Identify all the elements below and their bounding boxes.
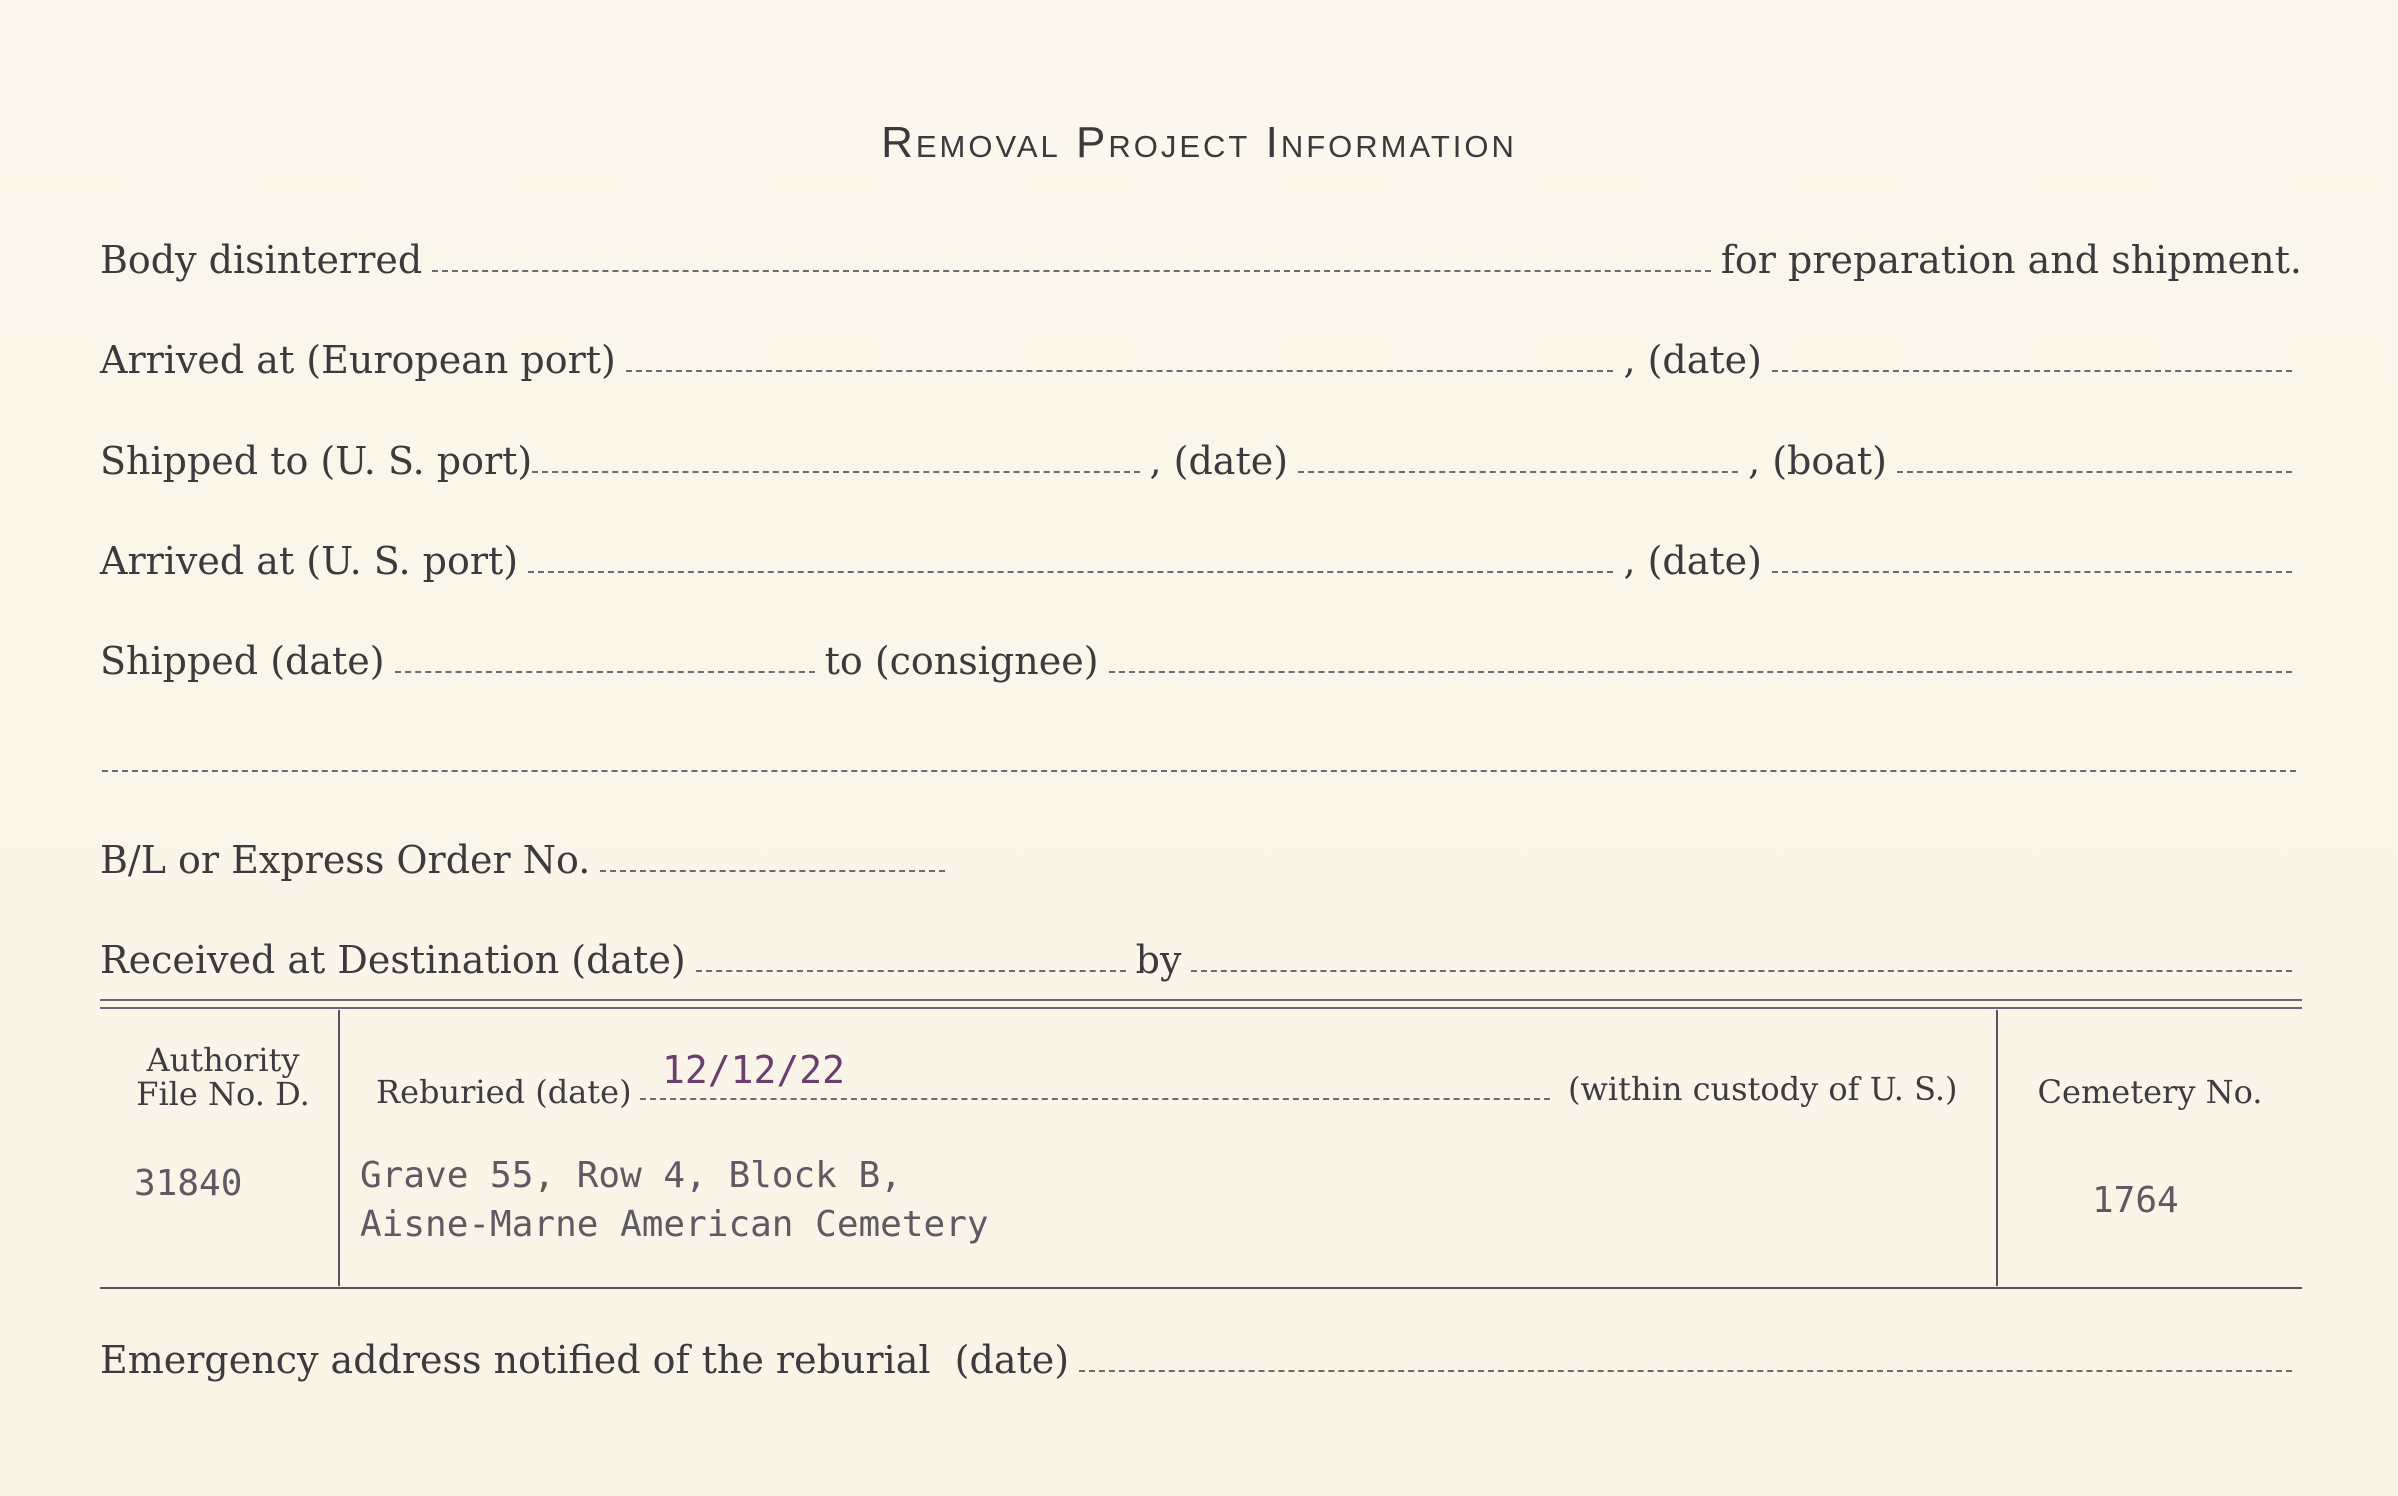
date-label-3: , (date) [1623,539,1762,583]
received-date-field[interactable] [696,970,1126,972]
consignee-field[interactable] [1109,671,2292,673]
authority-file-label: Authority File No. D. [136,1041,310,1113]
reburied-date-field[interactable] [640,1098,1550,1100]
arrived-us-date-field[interactable] [1772,571,2292,573]
cemetery-no-value: 1764 [2092,1180,2179,1221]
table-bottom-rule [100,1287,2302,1289]
grave-location-line-2: Aisne-Marne American Cemetery [360,1204,989,1245]
arrived-european-label: Arrived at (European port) [100,338,616,382]
consignee-label: to (consignee) [824,639,1099,683]
received-label: Received at Destination (date) [100,938,686,982]
shipped-date-label: Shipped (date) [100,639,385,683]
bl-order-field[interactable] [600,870,945,872]
row-received [100,938,2302,982]
reburied-label: Reburied (date) [376,1073,632,1111]
by-label: by [1135,938,1182,982]
row-emergency [100,1338,2302,1382]
european-date-field[interactable] [1772,370,2292,372]
row-arrived-european [100,338,2302,382]
received-by-field[interactable] [1191,970,2292,972]
row-arrived-us [100,539,2302,583]
arrived-us-field[interactable] [528,571,1613,573]
shipped-date-value-field[interactable] [395,671,815,673]
grave-location-line-1: Grave 55, Row 4, Block B, [360,1155,902,1196]
custody-label: (within custody of U. S.) [1568,1070,1958,1108]
shipped-date-field[interactable] [1298,471,1738,473]
body-disinterred-suffix: for preparation and shipment. [1720,238,2302,282]
row-bl-order [100,838,2302,882]
page-title: Removal Project Information [881,118,1517,167]
bl-order-label: B/L or Express Order No. [100,838,591,882]
authority-file-value: 31840 [134,1163,243,1204]
shipped-to-label: Shipped to (U. S. port) [100,439,533,483]
date-label-2: , (date) [1149,439,1289,483]
boat-label: , (boat) [1748,439,1887,483]
body-disinterred-field[interactable] [432,270,1711,272]
arrived-us-label: Arrived at (U. S. port) [100,539,519,583]
consignee-continuation-field[interactable] [102,770,2296,772]
emergency-label: Emergency address notified of the reburial (date) [100,1338,1070,1382]
us-port-field[interactable] [532,471,1139,473]
reburied-date-value: 12/12/22 [662,1048,846,1092]
body-disinterred-label: Body disinterred [100,238,423,282]
table-top-rule [100,999,2302,1009]
column-divider-2 [1996,1010,1998,1286]
row-shipped-date [100,639,2302,683]
boat-field[interactable] [1897,471,2292,473]
cemetery-no-label: Cemetery No. [2037,1073,2263,1111]
date-label-1: , (date) [1623,338,1762,382]
column-divider-1 [338,1010,340,1286]
emergency-date-field[interactable] [1079,1370,2292,1372]
european-port-field[interactable] [626,370,1614,372]
row-shipped-to [100,439,2302,483]
row-body-disinterred [100,238,2302,282]
